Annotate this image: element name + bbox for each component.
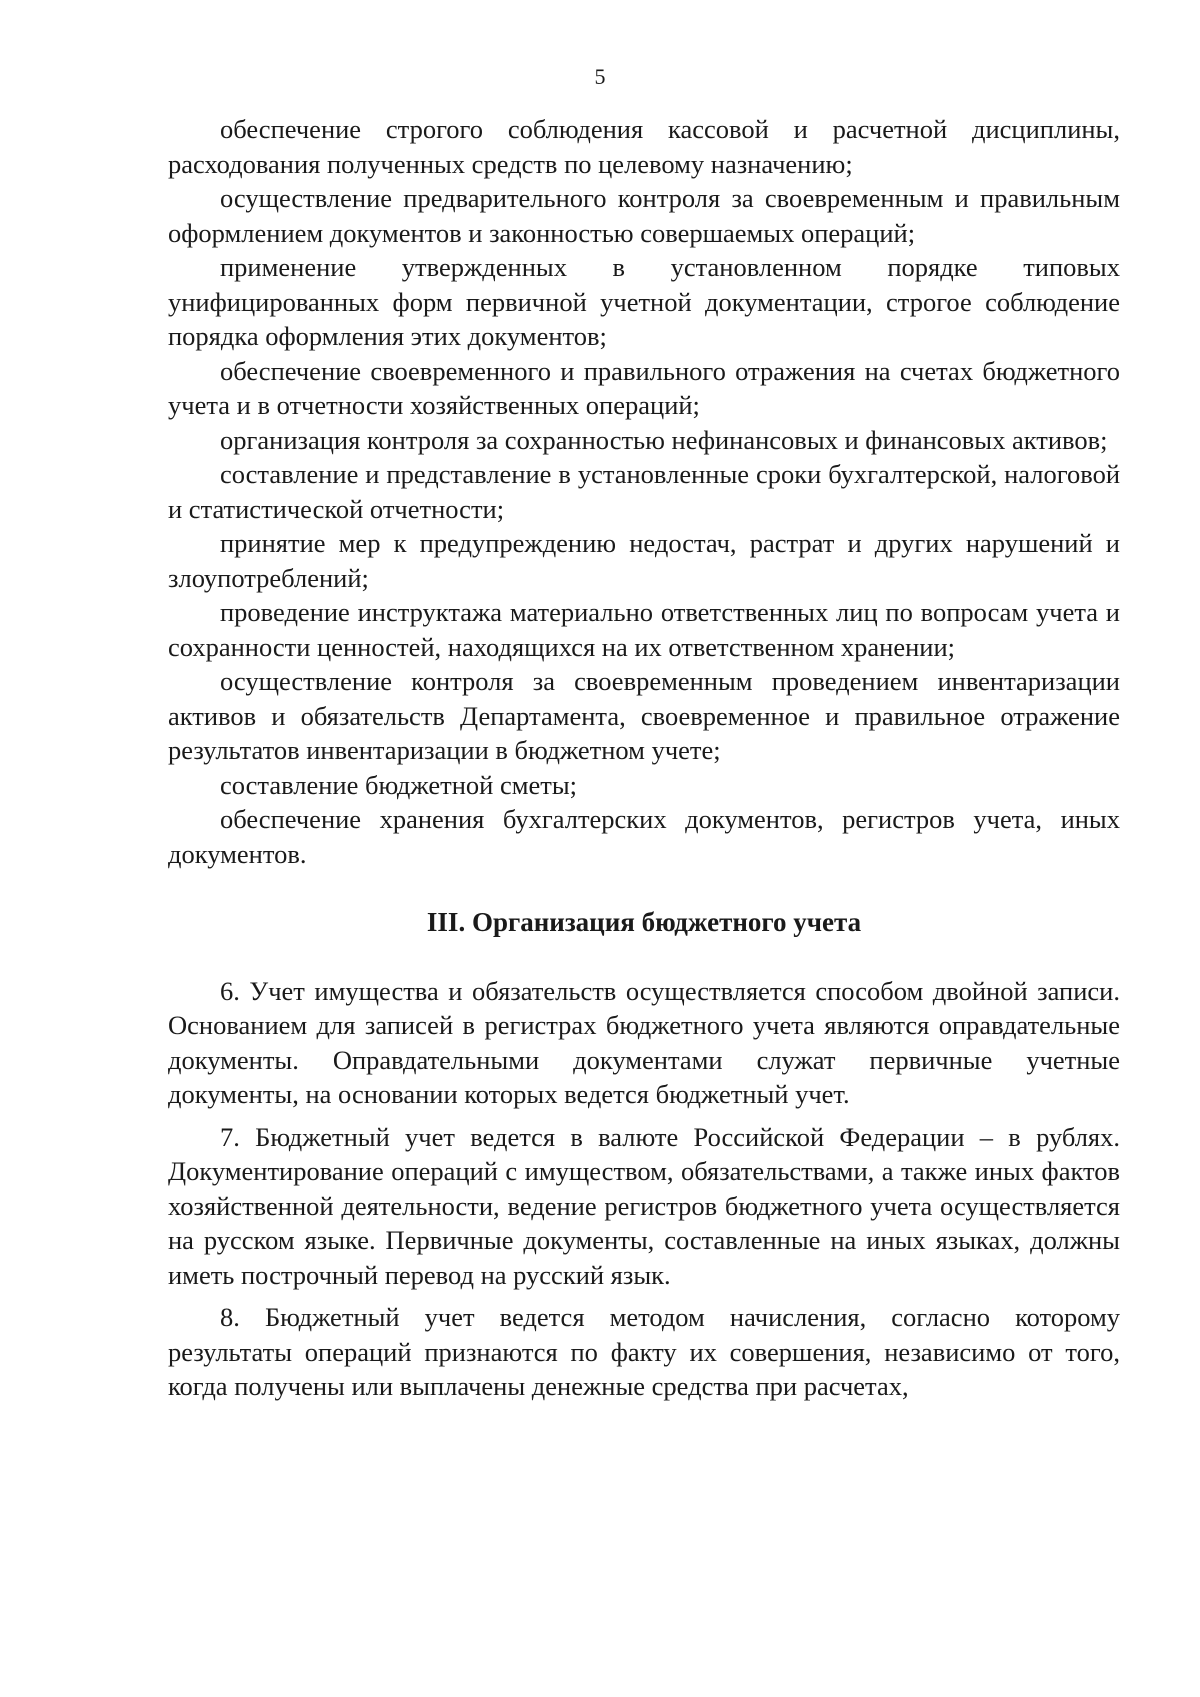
paragraph-document-storage: обеспечение хранения бухгалтерских документов, регистров учета, иных документов. [168,804,1120,869]
paragraph-prevention: принятие мер к предупреждению недостач, растрат и других нарушений и злоупотреблений; [168,528,1120,593]
document-body [168,112,1120,1404]
clause-8: 8. Бюджетный учет ведется методом начисления, согласно которому результаты операций признаются по факту их совершения, независимо от того, когда получены или выплачены денежные средства при расчетах, [168,1302,1120,1401]
paragraph-inventory-control: осуществление контроля за своевременным проведением инвентаризации активов и обязательств Департамента, своевременное и правильное отражение результатов инвентаризации в бюджетном учете; [168,666,1120,765]
paragraph-preliminary-control: осуществление предварительного контроля за своевременным и правильным оформлением документов и законностью совершаемых операций; [168,183,1120,248]
clause-6: 6. Учет имущества и обязательств осуществляется способом двойной записи. Основанием для записей в регистрах бюджетного учета являются оправдательные документы. Оправдательными документами служат первичные учетные документы, на основании которых ведется бюджетный учет. [168,975,1120,1109]
paragraph-budget-estimate: составление бюджетной сметы; [220,769,577,800]
clause-7: 7. Бюджетный учет ведется в валюте Российской Федерации – в рублях. Документирование операций с имуществом, обязательствами, а также иных фактов хозяйственной деятельности, ведение регистров бюджетного учета осуществляется на русском языке. Первичные документы, составленные на иных языках, должны иметь построчный перевод на русский язык. [168,1121,1120,1290]
paragraph-unified-forms: применение утвержденных в установленном порядке типовых унифицированных форм первичной учетной документации, строгое соблюдение порядка оформления этих документов; [168,252,1120,351]
paragraph-instruction: проведение инструктажа материально ответственных лиц по вопросам учета и сохранности ценностей, находящихся на их ответственном хранении; [168,597,1120,662]
paragraph-cash-discipline: обеспечение строгого соблюдения кассовой и расчетной дисциплины, расходования полученных средств по целевому назначению; [168,114,1120,179]
paragraph-reporting: составление и представление в установленные сроки бухгалтерской, налоговой и статистической отчетности; [168,459,1120,524]
paragraph-reflection-operations: обеспечение своевременного и правильного отражения на счетах бюджетного учета и в отчетности хозяйственных операций; [168,355,1120,420]
paragraph-asset-control: организация контроля за сохранностью нефинансовых и финансовых активов; [220,424,1108,455]
page-number: 5 [594,64,606,89]
section-heading: III. Организация бюджетного учета [426,907,862,937]
